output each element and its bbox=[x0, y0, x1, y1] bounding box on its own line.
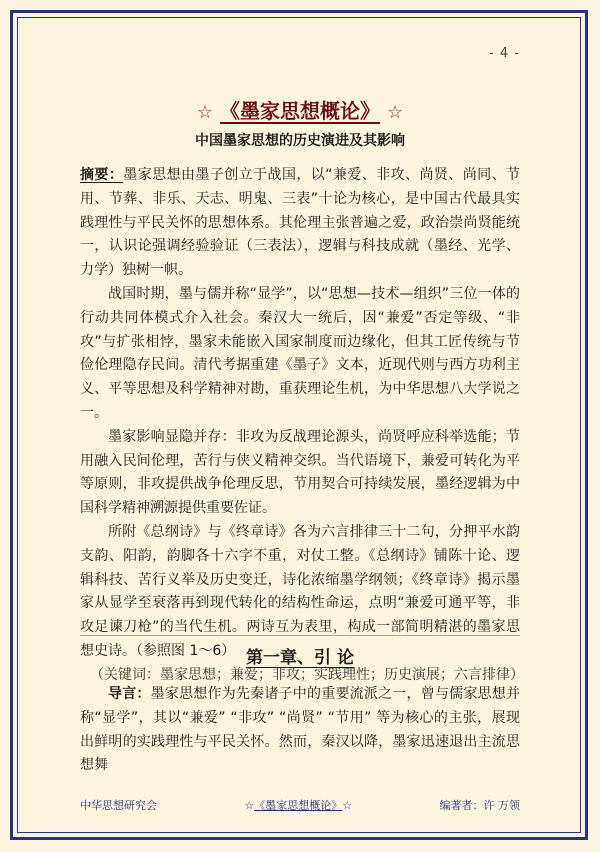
intro-label: 导言： bbox=[108, 686, 151, 702]
title-text: 《墨家思想概论》 bbox=[220, 99, 380, 123]
abstract-label: 摘要： bbox=[80, 167, 124, 183]
page-number: - 4 - bbox=[489, 46, 520, 61]
star-icon: ☆ bbox=[386, 102, 404, 123]
star-icon: ☆ bbox=[244, 799, 255, 812]
body-paragraph-2: 墨家影响显隐并存：非攻为反战理论源头，尚贤呼应科举选能；节用融入民间伦理，苦行与侠义精神交织。当代语境下，兼爱可转化为平等原则，非攻提供战争伦理反思，节用契合可持续发展，墨经逻辑为中国科学精神溯源提供重要佐证。 bbox=[80, 428, 520, 517]
body-paragraph-3: 所附《总纲诗》与《终章诗》各为六言排律三十二句，分押平水韵支韵、阳韵，韵脚各十六字不重，对仗工整。《总纲诗》铺陈十论、逻辑科技、苦行义举及历史变迁，诗化浓缩墨学纲领；《终章诗》揭示墨家从显学至衰落再到现代转化的结构性命运，点明“兼爱可通平等，非攻足谏刀枪”的当代生机。两诗互为表里，构成一部简明精湛的墨家思想史诗。（参照图 1～6） bbox=[80, 523, 520, 659]
footer-organization: 中华思想研究会 bbox=[80, 799, 157, 812]
footer-title bbox=[244, 797, 352, 813]
document-title bbox=[0, 95, 600, 124]
abstract-text: 墨家思想由墨子创立于战国，以“兼爱、非攻、尚贤、尚同、节用、节葬、非乐、天志、明鬼、三表”十论为核心，是中国古代最具实践理性与平民关怀的思想体系。其伦理主张普遍之爱，政治崇尚贤能统一，认识论强调经验验证（三表法），逻辑与科技成就（墨经、光学、力学）独树一帜。 bbox=[80, 167, 520, 279]
intro-section bbox=[80, 683, 520, 778]
abstract-section bbox=[80, 164, 524, 688]
page-footer bbox=[80, 797, 520, 813]
intro-text: 墨家思想作为先秦诸子中的重要流派之一，曾与儒家思想并称“显学”，其以“兼爱” “非攻” “尚贤” “节用” 等为核心的主张，展现出鲜明的实践理性与平民关怀。然而，秦汉以降，墨家迅速退出主流思想舞 bbox=[80, 686, 521, 774]
star-icon: ☆ bbox=[342, 799, 353, 812]
body-paragraph-1: 战国时期，墨与儒并称“显学”，以“思想—技术—组织”三位一体的行动共同体模式介入社会。秦汉大一统后，因“兼爱”否定等级、“非攻”与扩张相悖，墨家未能嵌入国家制度而边缘化，但其工匠传统与节俭伦理隐存民间。清代考据重建《墨子》文本，近现代则与西方功利主义、平等思想及科学精神对勘，重获理论生机，为中华思想八大学说之一。 bbox=[80, 285, 520, 421]
abstract-paragraph bbox=[80, 164, 520, 283]
keywords-line: （关键词：墨家思想；兼爱；非攻；实践理性；历史演展；六言排律） bbox=[90, 666, 524, 683]
document-subtitle: 中国墨家思想的历史演进及其影响 bbox=[195, 133, 405, 149]
chapter-heading bbox=[0, 643, 600, 668]
footer-title-text: 《墨家思想概论》 bbox=[254, 799, 343, 812]
footer-author: 编著者：许 万领 bbox=[439, 799, 520, 812]
chapter-title: 第一章、引 论 bbox=[246, 648, 354, 668]
intro-paragraph bbox=[80, 683, 520, 778]
star-icon: ☆ bbox=[196, 102, 214, 123]
section-divider bbox=[80, 635, 520, 636]
